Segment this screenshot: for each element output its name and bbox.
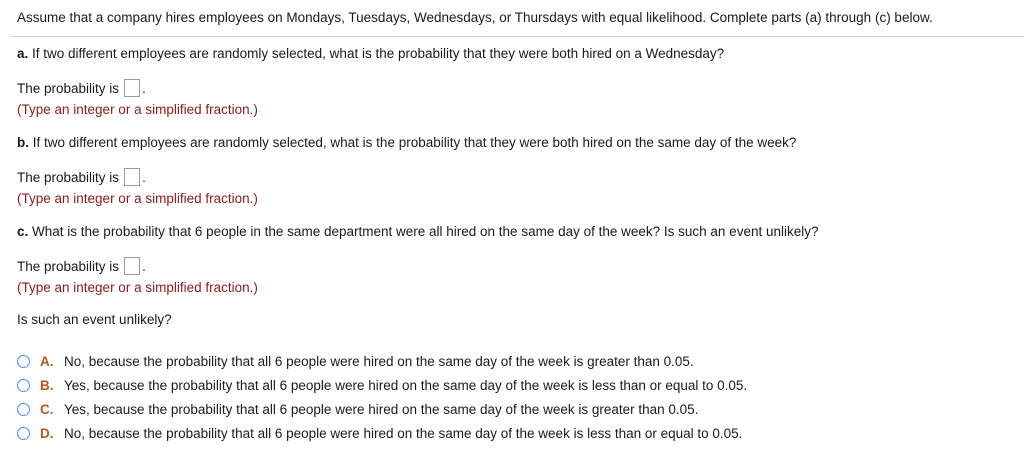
part-a-label: a. xyxy=(17,46,29,61)
choice-b[interactable] xyxy=(17,378,747,393)
part-a-answer-input[interactable] xyxy=(124,79,140,97)
choice-c-letter: C. xyxy=(40,402,54,417)
choice-d-letter: D. xyxy=(40,426,54,441)
part-a-text: If two different employees are randomly selected, what is the probability that they were both hired on a Wednesday? xyxy=(32,46,725,61)
radio-icon[interactable] xyxy=(17,355,30,368)
choice-a-text: No, because the probability that all 6 people were hired on the same day of the week is greater than 0.05. xyxy=(64,354,694,369)
choice-b-text: Yes, because the probability that all 6 people were hired on the same day of the week is less than or equal to 0.05. xyxy=(64,378,748,393)
part-c-answer-suffix: . xyxy=(142,258,146,274)
part-c-answer-input[interactable] xyxy=(124,257,140,275)
problem-stem: Assume that a company hires employees on Mondays, Tuesdays, Wednesdays, or Thursdays with equal likelihood. Complete parts (a) through (c) below. xyxy=(17,10,933,25)
part-b-label: b. xyxy=(17,135,29,150)
part-c-answer-line xyxy=(17,257,146,275)
divider xyxy=(10,36,1024,37)
part-b-answer-input[interactable] xyxy=(124,168,140,186)
part-b-question xyxy=(17,135,796,150)
choice-d[interactable] xyxy=(17,426,742,441)
followup-question: Is such an event unlikely? xyxy=(17,312,172,327)
radio-icon[interactable] xyxy=(17,403,30,416)
choice-a[interactable] xyxy=(17,354,694,369)
part-b-text: If two different employees are randomly selected, what is the probability that they were both hired on the same day of the week? xyxy=(32,135,797,150)
choice-c[interactable] xyxy=(17,402,698,417)
part-b-answer-line xyxy=(17,168,146,186)
part-b-answer-suffix: . xyxy=(142,169,146,185)
part-a-answer-line xyxy=(17,79,146,97)
part-a-answer-prefix: The probability is xyxy=(17,80,120,96)
radio-icon[interactable] xyxy=(17,379,30,392)
part-c-question xyxy=(17,224,819,239)
radio-icon[interactable] xyxy=(17,427,30,440)
part-a-answer-suffix: . xyxy=(142,80,146,96)
choice-c-text: Yes, because the probability that all 6 people were hired on the same day of the week is greater than 0.05. xyxy=(64,402,699,417)
choice-a-letter: A. xyxy=(40,354,54,369)
part-a-hint: (Type an integer or a simplified fraction.) xyxy=(17,102,258,117)
part-c-answer-prefix: The probability is xyxy=(17,258,120,274)
part-a-question xyxy=(17,46,724,61)
part-c-hint: (Type an integer or a simplified fraction.) xyxy=(17,280,258,295)
part-c-text: What is the probability that 6 people in the same department were all hired on the same day of the week? Is such an event unlikely? xyxy=(32,224,819,239)
part-c-label: c. xyxy=(17,224,29,239)
part-b-answer-prefix: The probability is xyxy=(17,169,120,185)
part-b-hint: (Type an integer or a simplified fraction.) xyxy=(17,191,258,206)
choice-b-letter: B. xyxy=(40,378,54,393)
choice-d-text: No, because the probability that all 6 people were hired on the same day of the week is less than or equal to 0.05. xyxy=(64,426,743,441)
